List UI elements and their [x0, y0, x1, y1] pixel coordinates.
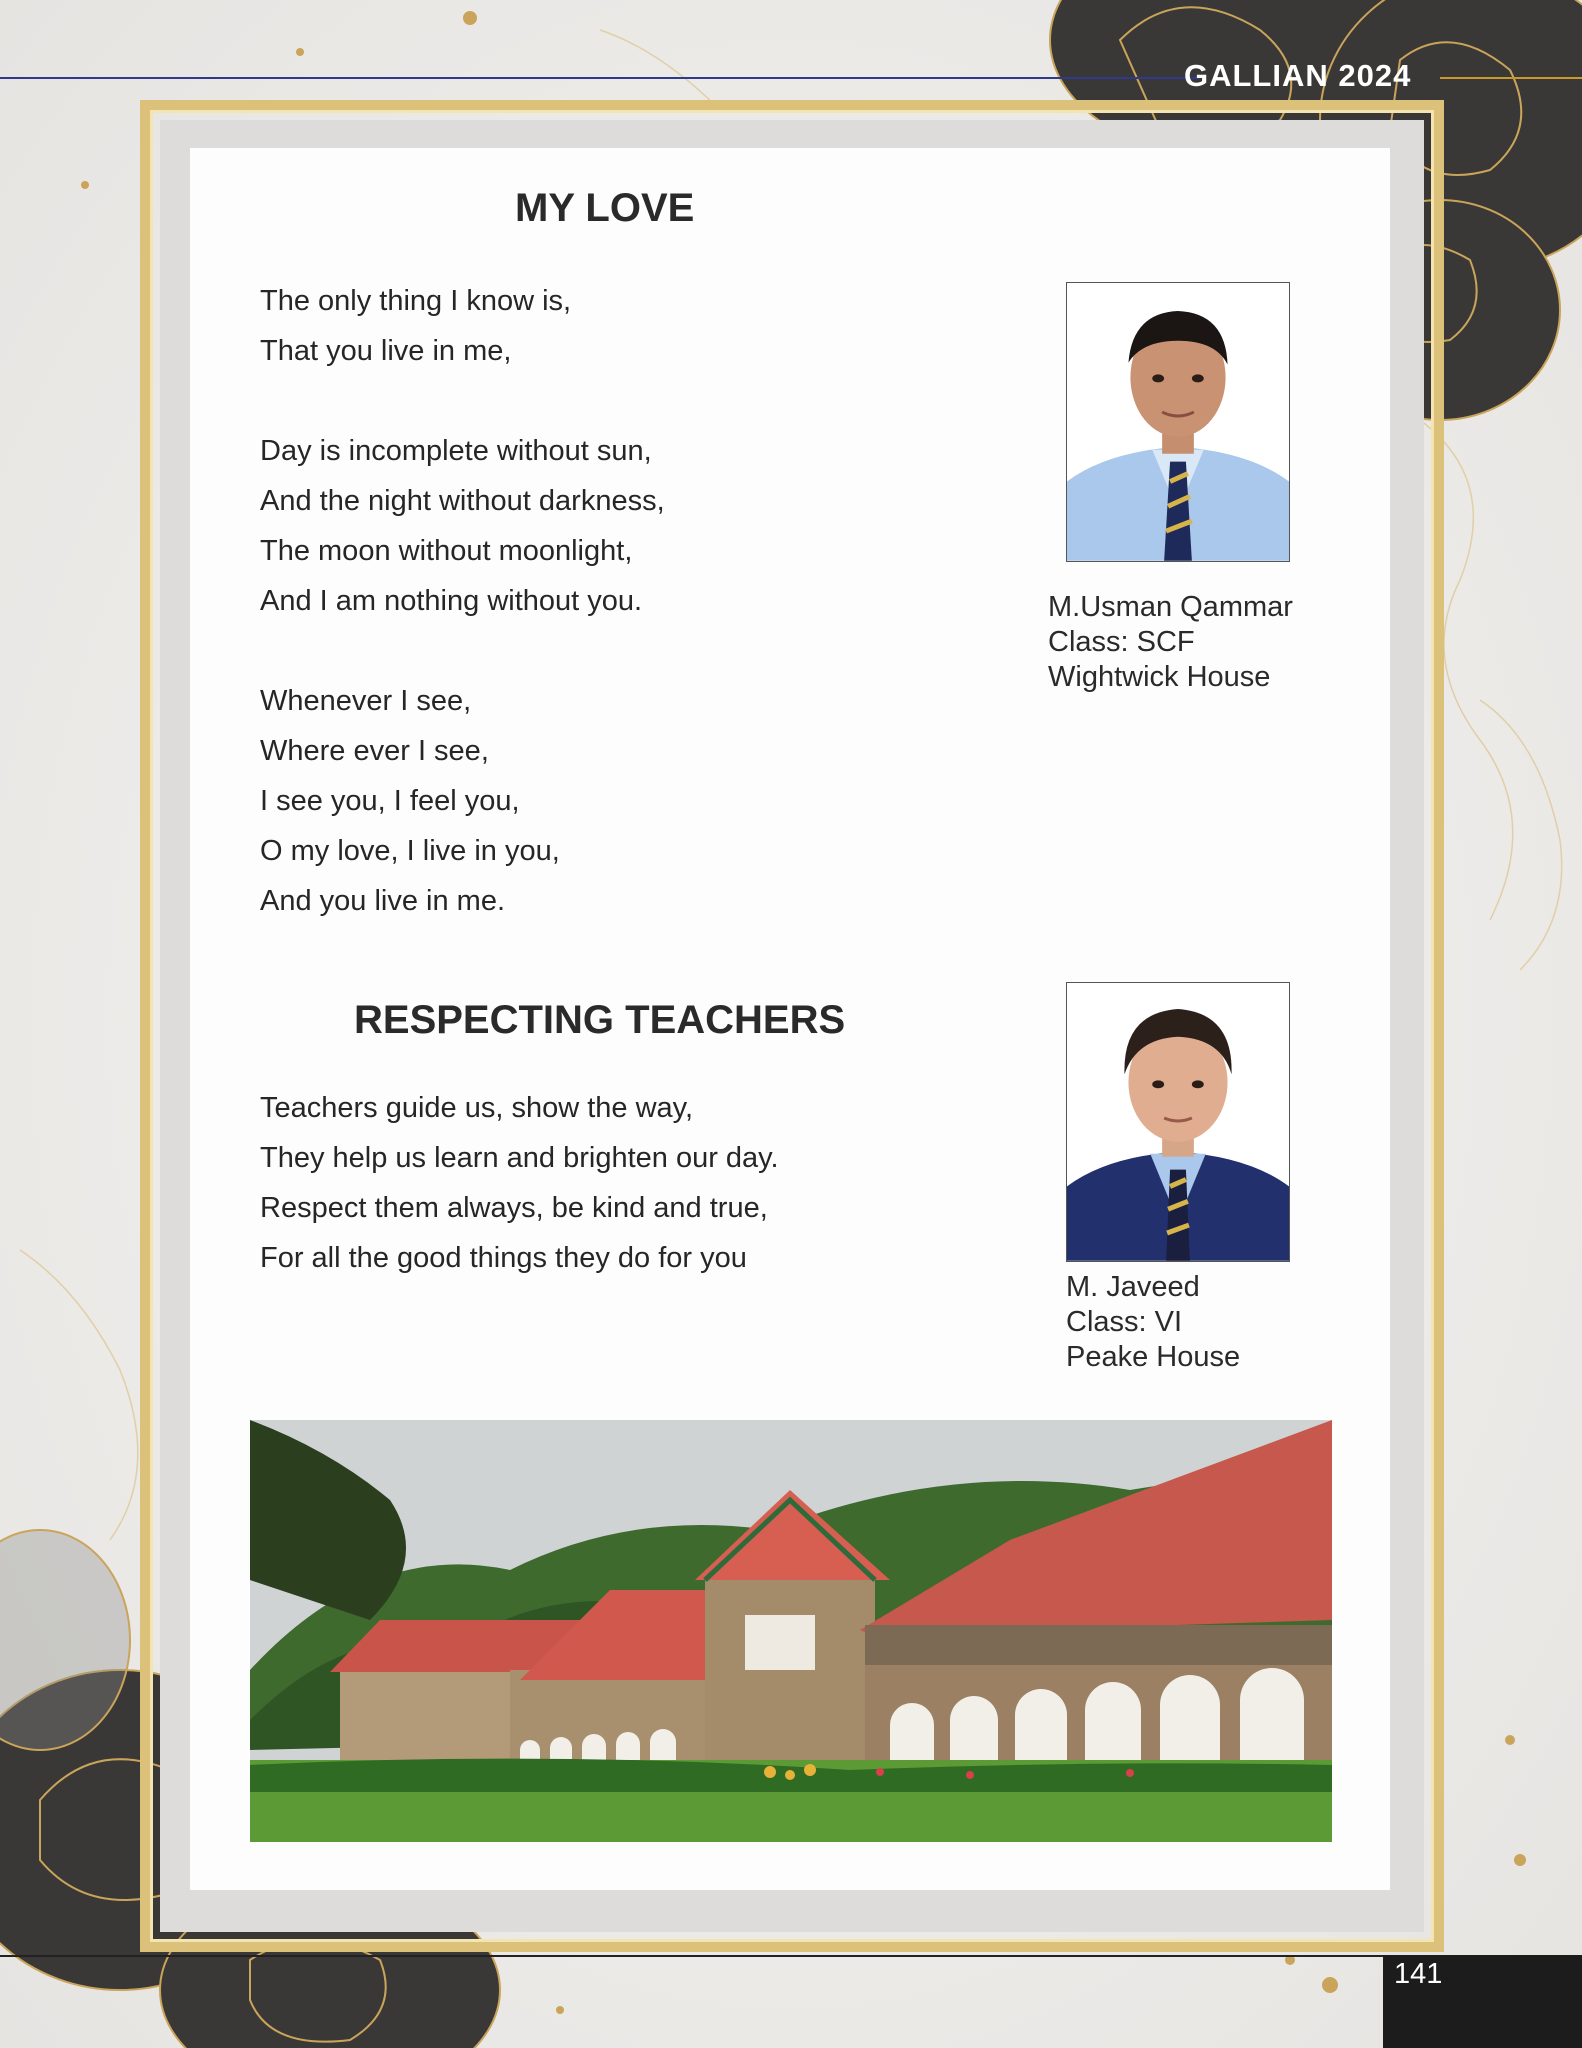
- poem-body-my-love: [260, 276, 665, 926]
- author-caption-usman: [1048, 590, 1293, 695]
- poem-line: And I am nothing without you.: [260, 585, 643, 617]
- poem-line: Whenever I see,: [260, 685, 472, 717]
- poem-title-my-love: MY LOVE: [515, 186, 695, 230]
- poem-line: Teachers guide us, show the way,: [260, 1092, 694, 1124]
- poem-line: I see you, I feel you,: [260, 785, 520, 817]
- poem-line: That you live in me,: [260, 335, 512, 367]
- poem-line: For all the good things they do for you: [260, 1242, 747, 1274]
- author-name: M. Javeed: [1066, 1271, 1200, 1303]
- poem-line: Day is incomplete without sun,: [260, 435, 652, 467]
- page-number: 141: [1394, 1958, 1443, 1990]
- stanza: [260, 1083, 779, 1283]
- author-name: M.Usman Qammar: [1048, 591, 1293, 623]
- school-building-photo: [250, 1420, 1332, 1842]
- poem-line: O my love, I live in you,: [260, 835, 560, 867]
- footer-rule: [0, 1955, 1582, 1957]
- poem-title-respecting-teachers: RESPECTING TEACHERS: [354, 998, 846, 1042]
- stanza: [260, 276, 665, 376]
- header-rule: [0, 77, 1200, 79]
- poem-line: They help us learn and brighten our day.: [260, 1142, 779, 1174]
- stanza: [260, 676, 665, 926]
- portrait-image: [1067, 983, 1289, 1261]
- poem-line: And the night without darkness,: [260, 485, 665, 517]
- author-house: Peake House: [1066, 1341, 1241, 1373]
- poem-body-respecting-teachers: [260, 1083, 779, 1283]
- poem-line: The only thing I know is,: [260, 285, 572, 317]
- poem-line: Where ever I see,: [260, 735, 489, 767]
- author-caption-javeed: [1066, 1270, 1240, 1375]
- stanza: [260, 426, 665, 626]
- author-photo-javeed: [1066, 982, 1290, 1262]
- author-photo-usman: [1066, 282, 1290, 562]
- author-class: Class: VI: [1066, 1306, 1183, 1338]
- school-building-image: [250, 1420, 1332, 1842]
- header-rule-accent: [1440, 77, 1582, 79]
- poem-line: Respect them always, be kind and true,: [260, 1192, 768, 1224]
- poem-line: And you live in me.: [260, 885, 506, 917]
- author-house: Wightwick House: [1048, 661, 1271, 693]
- author-class: Class: SCF: [1048, 626, 1195, 658]
- poem-line: The moon without moonlight,: [260, 535, 633, 567]
- magazine-title: GALLIAN 2024: [1184, 58, 1412, 93]
- portrait-image: [1067, 283, 1289, 561]
